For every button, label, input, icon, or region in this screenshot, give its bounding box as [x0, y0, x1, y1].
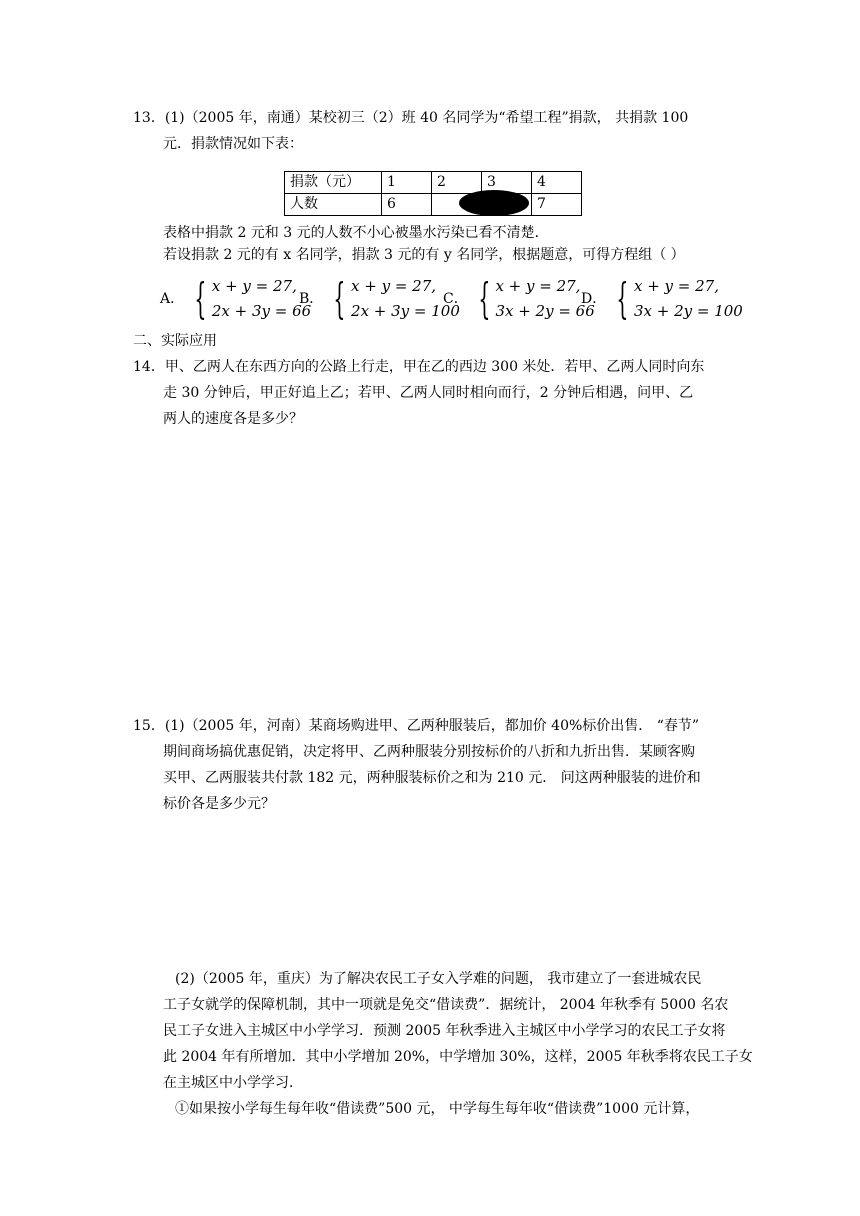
option-label: D．	[581, 291, 607, 307]
option-d	[581, 274, 743, 324]
q14-line3: 两人的速度各是多少？	[163, 411, 303, 427]
option-a	[160, 274, 311, 324]
q15b-line2: 工子女就学的保障机制，其中一项就是免交“借读费”．据统计， 2004 年秋季有 5000 名农	[163, 997, 729, 1013]
equation: 2x + 3y = 100	[351, 302, 460, 320]
brace-icon: {	[333, 274, 346, 323]
table-cell: 1	[382, 172, 432, 194]
brace-icon: {	[478, 274, 491, 323]
q15b-line3: 民工子女进入主城区中小学学习．预测 2005 年秋季进入主城区中小学学习的农民工子女将	[163, 1023, 726, 1039]
equation: 3x + 2y = 100	[633, 302, 743, 320]
q14-line2: 走 30 分钟后，甲正好追上乙；若甲、乙两人同时相向而行，2 分钟后相遇，问甲、乙	[163, 385, 694, 401]
section-heading: 二、实际应用	[133, 333, 217, 349]
q15b-line6: ①如果按小学每生每年收“借读费”500 元， 中学每生每年收“借读费”1000 元计算，	[175, 1101, 700, 1117]
brace-icon: {	[616, 274, 629, 323]
q15-line1: 15．(1)（2005 年，河南）某商场购进甲、乙两种服装后，都加价 40%标价出售． “春节”	[133, 718, 700, 734]
q13-note2: 若设捐款 2 元的有 x 名同学，捐款 3 元的有 y 名同学，根据题意，可得方程组（ ）	[163, 247, 685, 263]
table-cell: 6	[382, 194, 432, 216]
equation: x + y = 27,	[351, 277, 437, 295]
option-b	[299, 274, 460, 324]
equation: x + y = 27,	[633, 277, 719, 295]
option-c	[443, 274, 595, 324]
q13-note1: 表格中捐款 2 元和 3 元的人数不小心被墨水污染已看不清楚．	[163, 225, 549, 241]
q13-line2: 元．捐款情况如下表：	[163, 136, 303, 152]
option-label: C．	[443, 291, 468, 307]
equation: 2x + 3y = 66	[211, 302, 312, 320]
table-row	[285, 194, 582, 216]
equation: x + y = 27,	[211, 277, 297, 295]
table-cell: 2	[432, 172, 482, 194]
table-cell: 人数	[285, 194, 382, 216]
q15b-line1: (2)（2005 年，重庆）为了解决农民工子女入学难的问题， 我市建立了一套进城农民	[175, 971, 702, 987]
brace-icon: {	[194, 274, 207, 323]
table-cell: 3	[482, 172, 532, 194]
equation: 3x + 2y = 66	[495, 302, 595, 320]
table-cell: 捐款（元）	[285, 172, 382, 194]
q15b-line4: 此 2004 年有所增加．其中小学增加 20%，中学增加 30%，这样，2005 年秋季将农民工子女	[163, 1049, 753, 1065]
q14-line1: 14．甲、乙两人在东西方向的公路上行走，甲在乙的西边 300 米处．若甲、乙两人同时向东	[133, 359, 705, 375]
q13-line1: 13．(1)（2005 年，南通）某校初三（2）班 40 名同学为“希望工程”捐款， 共捐款 100	[133, 110, 689, 126]
table-row	[285, 172, 582, 194]
table-cell: 4	[532, 172, 582, 194]
q15-line4: 标价各是多少元？	[163, 796, 275, 812]
donation-table	[284, 171, 582, 216]
ink-blot	[459, 190, 529, 216]
equation: x + y = 27,	[495, 277, 581, 295]
q15b-line5: 在主城区中小学学习．	[163, 1075, 303, 1091]
option-label: A．	[160, 291, 185, 307]
option-label: B．	[299, 291, 324, 307]
q15-line2: 期间商场搞优惠促销，决定将甲、乙两种服装分别按标价的八折和九折出售．某顾客购	[163, 744, 695, 760]
table-cell: 7	[532, 194, 582, 216]
q15-line3: 买甲、乙两服装共付款 182 元，两种服装标价之和为 210 元． 问这两种服装的进价和	[163, 770, 701, 786]
